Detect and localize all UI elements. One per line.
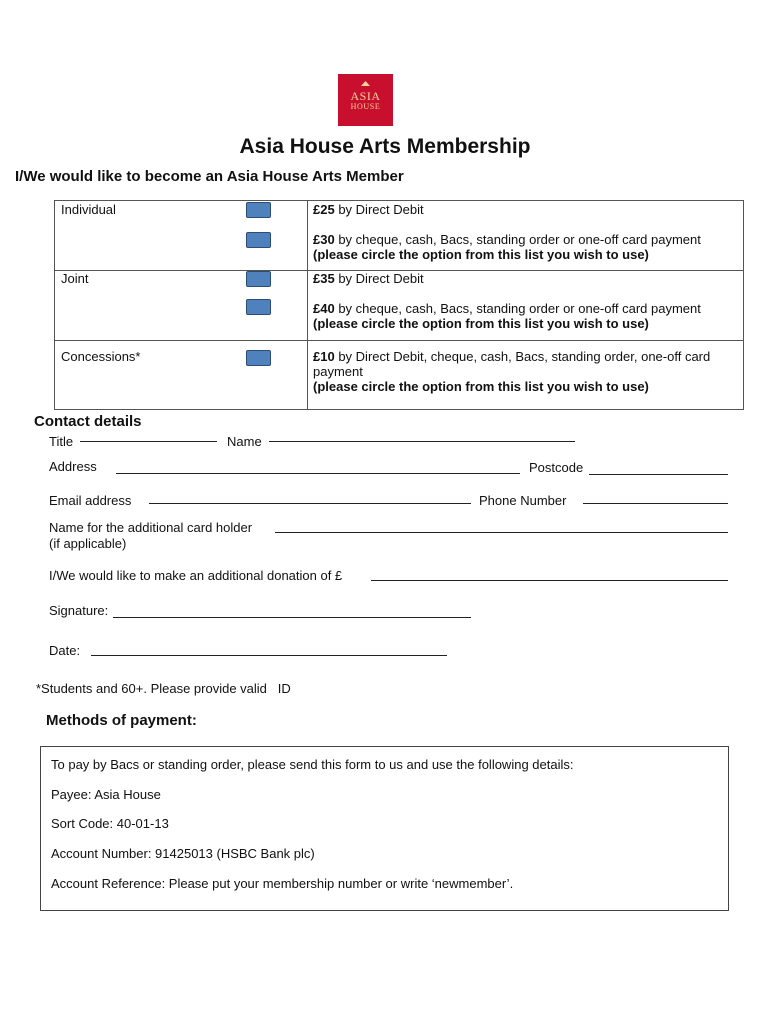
category-individual: Individual xyxy=(61,202,116,217)
option-text: by Direct Debit xyxy=(338,202,424,217)
category-joint: Joint xyxy=(61,271,89,286)
logo-word-asia: ASIA xyxy=(350,89,381,103)
additional-holder-field[interactable] xyxy=(275,532,728,533)
category-concessions: Concessions* xyxy=(61,349,141,364)
price: £35 xyxy=(313,271,335,286)
option-joint-other xyxy=(313,301,738,331)
checkbox-joint-dd[interactable] xyxy=(246,271,271,287)
payment-intro: To pay by Bacs or standing order, please send this form to us and use the following details: xyxy=(51,757,574,772)
address-field[interactable] xyxy=(116,473,520,474)
name-field[interactable] xyxy=(269,441,575,442)
option-text: by Direct Debit, cheque, cash, Bacs, standing order, one-off card payment xyxy=(313,349,711,379)
title-field[interactable] xyxy=(80,441,217,442)
email-field[interactable] xyxy=(149,503,471,504)
checkbox-individual-other[interactable] xyxy=(246,232,271,248)
asia-house-logo xyxy=(338,74,393,126)
table-divider xyxy=(307,201,308,409)
account-reference: Account Reference: Please put your membership number or write ‘newmember’. xyxy=(51,876,514,891)
price: £25 xyxy=(313,202,335,217)
signature-label: Signature: xyxy=(49,603,109,618)
sun-icon xyxy=(361,81,370,86)
additional-holder-text: Name for the additional card holder xyxy=(49,520,253,535)
date-label: Date: xyxy=(49,643,81,658)
table-divider xyxy=(55,340,743,341)
membership-subtitle: I/We would like to become an Asia House Arts Member xyxy=(15,168,404,185)
price: £40 xyxy=(313,301,335,316)
postcode-label: Postcode xyxy=(529,460,584,475)
option-text: by cheque, cash, Bacs, standing order or one-off card payment xyxy=(338,301,701,316)
additional-holder-label xyxy=(49,520,252,552)
option-text: by Direct Debit xyxy=(338,271,424,286)
price: £10 xyxy=(313,349,335,364)
date-field[interactable] xyxy=(91,655,447,656)
title-label: Title xyxy=(49,434,74,449)
payee: Payee: Asia House xyxy=(51,787,161,802)
option-individual-other xyxy=(313,232,738,262)
name-label: Name xyxy=(227,434,262,449)
address-label: Address xyxy=(49,459,97,474)
phone-field[interactable] xyxy=(583,503,728,504)
logo-word-house: HOUSE xyxy=(350,102,381,111)
payment-methods-heading: Methods of payment: xyxy=(46,712,197,729)
signature-field[interactable] xyxy=(113,617,471,618)
price: £30 xyxy=(313,232,335,247)
checkbox-concessions[interactable] xyxy=(246,350,271,366)
footnote: *Students and 60+. Please provide valid ID xyxy=(36,681,291,696)
option-individual-dd xyxy=(313,202,738,217)
option-joint-dd xyxy=(313,271,738,286)
circle-note: (please circle the option from this list you wish to use) xyxy=(313,316,649,331)
circle-note: (please circle the option from this list you wish to use) xyxy=(313,247,649,262)
additional-holder-sub: (if applicable) xyxy=(49,536,127,551)
sort-code: Sort Code: 40-01-13 xyxy=(51,816,169,831)
donation-field[interactable] xyxy=(371,580,728,581)
checkbox-individual-dd[interactable] xyxy=(246,202,271,218)
option-concessions xyxy=(313,349,738,394)
email-label: Email address xyxy=(49,493,132,508)
account-number: Account Number: 91425013 (HSBC Bank plc) xyxy=(51,846,315,861)
donation-label: I/We would like to make an additional donation of £ xyxy=(49,568,343,583)
option-text: by cheque, cash, Bacs, standing order or one-off card payment xyxy=(338,232,701,247)
postcode-field[interactable] xyxy=(589,474,728,475)
contact-details-heading: Contact details xyxy=(34,413,142,430)
phone-label: Phone Number xyxy=(479,493,567,508)
circle-note: (please circle the option from this list you wish to use) xyxy=(313,379,649,394)
checkbox-joint-other[interactable] xyxy=(246,299,271,315)
page-title: Asia House Arts Membership xyxy=(239,135,531,158)
